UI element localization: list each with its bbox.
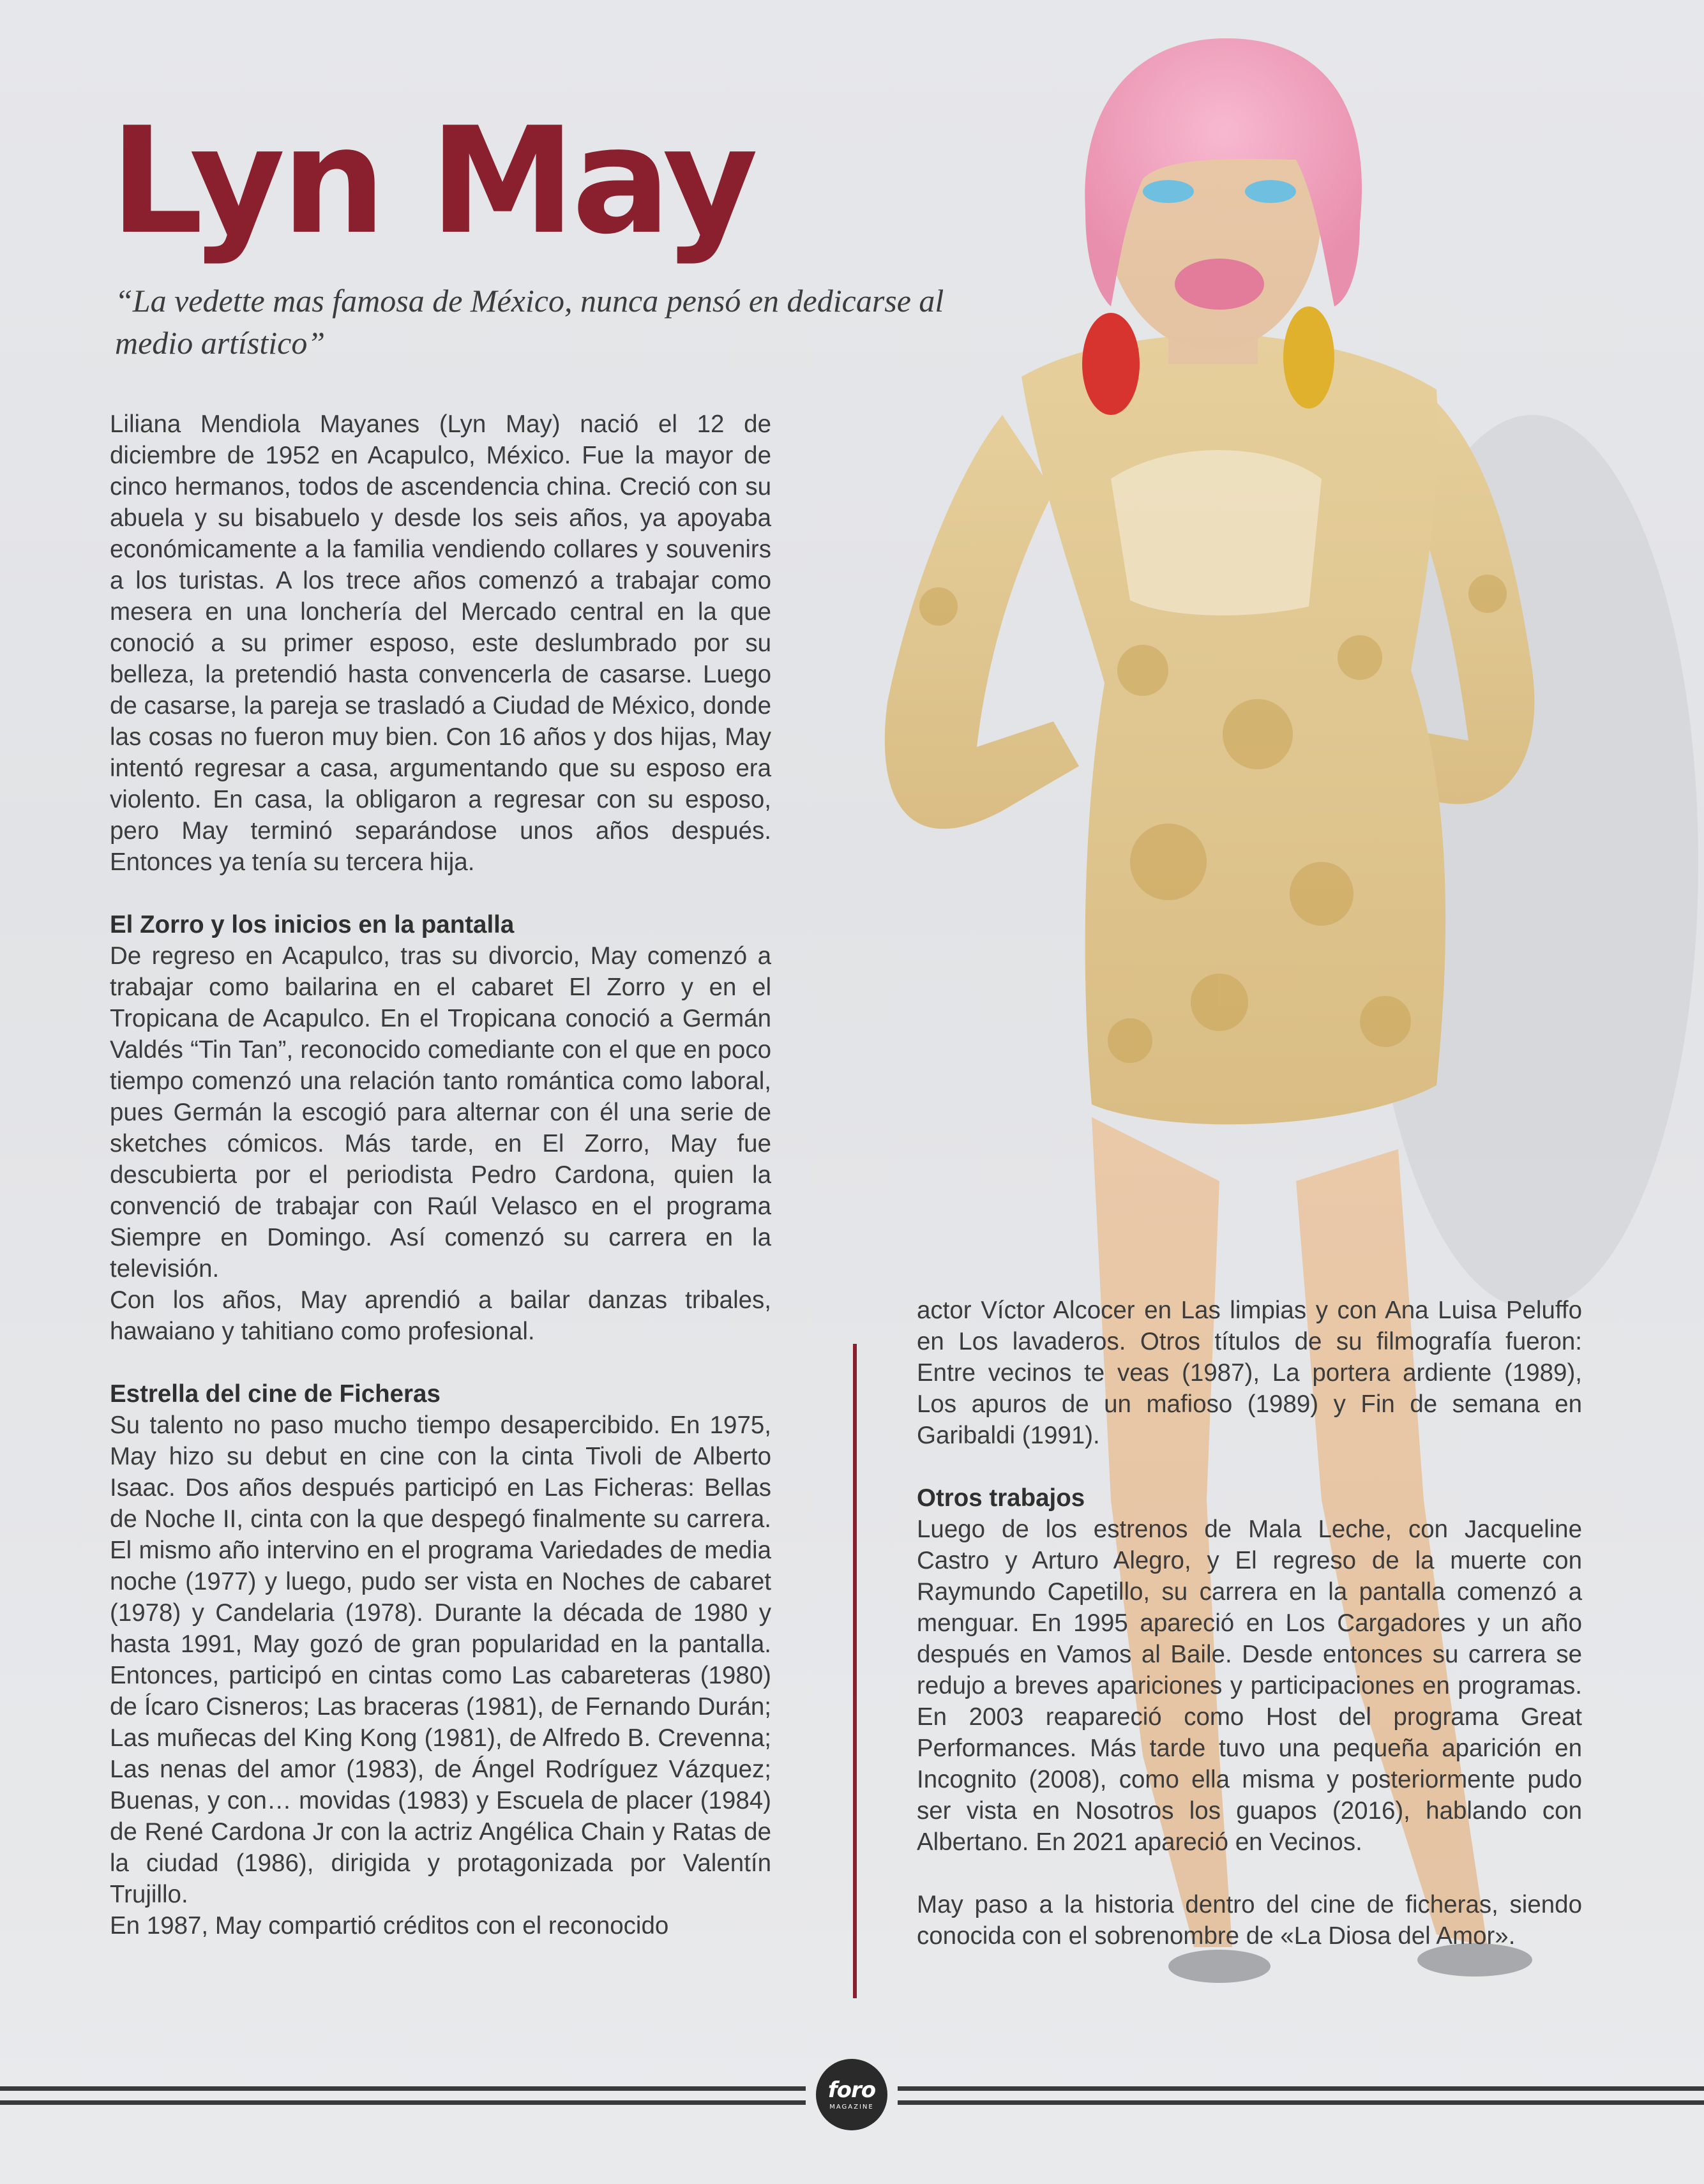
- paragraph-otros-trabajos: Luego de los estrenos de Mala Leche, con Jacqueline Castro y Arturo Alegro, y El regreso de la muerte con Raymundo Capetillo, su carrera en la pantalla comenzó a menguar. En 1995 apareció en Los Cargadores y un año después en Vamos al Baile. Desde entonces su carrera se redujo a breves apariciones y participaciones en programas. En 2003 reapareció como Host del programa Great Performances. Más tarde tuvo una pequeña aparición en Incognito (2008), como ella misma y posteriormente pudo ser vista en Nosotros los guapos (2016), hablando con Albertano. En 2021 apareció en Vecinos.: [917, 1516, 1582, 1856]
- paragraph-danzas: Con los años, May aprendió a bailar danzas tribales, hawaiano y tahitiano como profesional.: [110, 1286, 771, 1345]
- paragraph-filmografia: actor Víctor Alcocer en Las limpias y con Ana Luisa Peluffo en Los lavaderos. Otros títulos de su filmografía fueron: Entre vecinos te veas (1987), La portera ardiente (1989), Los apuros de un mafioso (1989) y Fin de semana en Garibaldi (1991).: [917, 1297, 1582, 1449]
- left-column: [110, 409, 771, 1941]
- footer-rule-left-top: [0, 2086, 806, 2091]
- article-title: Lyn May: [110, 96, 755, 267]
- foro-logo: [816, 2059, 887, 2130]
- intro-paragraph: Liliana Mendiola Mayanes (Lyn May) nació el 12 de diciembre de 1952 en Acapulco, México. Fue la mayor de cinco hermanos, todos de ascendencia china. Creció con su abuela y su bisabuelo y desde los seis años, ya apoyaba económicamente a la familia vendiendo collares y souvenirs a los turistas. A los trece años comenzó a trabajar como mesera en una lonchería del Mercado central en la que conoció a su primer esposo, este deslumbrado por su belleza, la pretendió hasta convencerla de casarse. Luego de casarse, la pareja se trasladó a Ciudad de México, donde las cosas no fueron muy bien. Con 16 años y dos hijas, May intentó regresar a casa, argumentando que su esposo era violento. En casa, la obligaron a regresar con su esposo, pero May terminó separándose unos años después. Entonces ya tenía su tercera hija.: [110, 410, 771, 876]
- paragraph-el-zorro: De regreso en Acapulco, tras su divorcio, May comenzó a trabajar como bailarina en el cabaret El Zorro y en el Tropicana de Acapulco. En el Tropicana conoció a Germán Valdés “Tin Tan”, reconocido comediante con el que en poco tiempo comenzó una relación tanto romántica como laboral, pues Germán la escogió para alternar con él una serie de sketches cómicos. Más tarde, en El Zorro, May fue descubierta por el periodista Pedro Cardona, quien la convenció de trabajar con Raúl Velasco en el programa Siempre en Domingo. Así comenzó su carrera en la televisión.: [110, 942, 771, 1283]
- paragraph-closing: May paso a la historia dentro del cine de ficheras, siendo conocida con el sobrenombre de «La Diosa del Amor».: [917, 1891, 1582, 1950]
- paragraph-1987: En 1987, May compartió créditos con el reconocido: [110, 1912, 669, 1939]
- article-subtitle: “La vedette mas famosa de México, nunca pensó en dedicarse al medio artístico”: [115, 283, 944, 361]
- logo-sub-text: MAGAZINE: [829, 2103, 874, 2111]
- section-heading-el-zorro: El Zorro y los inicios en la pantalla: [110, 911, 515, 938]
- section-heading-otros-trabajos: Otros trabajos: [917, 1484, 1085, 1512]
- footer-rule-right-bottom: [898, 2100, 1704, 2105]
- footer-rule-right-top: [898, 2086, 1704, 2091]
- logo-brand-text: foro: [827, 2077, 876, 2103]
- column-divider: [853, 1344, 857, 1998]
- right-column: [917, 1295, 1582, 1952]
- section-heading-ficheras: Estrella del cine de Ficheras: [110, 1380, 441, 1408]
- paragraph-ficheras: Su talento no paso mucho tiempo desapercibido. En 1975, May hizo su debut en cine con la cinta Tivoli de Alberto Isaac. Dos años después participó en Las Ficheras: Bellas de Noche II, cinta con la que despegó finalmente su carrera. El mismo año intervino en el programa Variedades de media noche (1977) y luego, pudo ser vista en Noches de cabaret (1978) y Candelaria (1978). Durante la década de 1980 y hasta 1991, May gozó de gran popularidad en la pantalla. Entonces, participó en cintas como Las cabareteras (1980) de Ícaro Cisneros; Las braceras (1981), de Fernando Durán; Las muñecas del King Kong (1981), de Alfredo B. Crevenna; Las nenas del amor (1983), de Ángel Rodríguez Vázquez; Buenas, y con… movidas (1983) y Escuela de placer (1984) de René Cardona Jr con la actriz Angélica Chain y Ratas de la ciudad (1986), dirigida y protagonizada por Valentín Trujillo.: [110, 1412, 771, 1908]
- footer-rule-left-bottom: [0, 2100, 806, 2105]
